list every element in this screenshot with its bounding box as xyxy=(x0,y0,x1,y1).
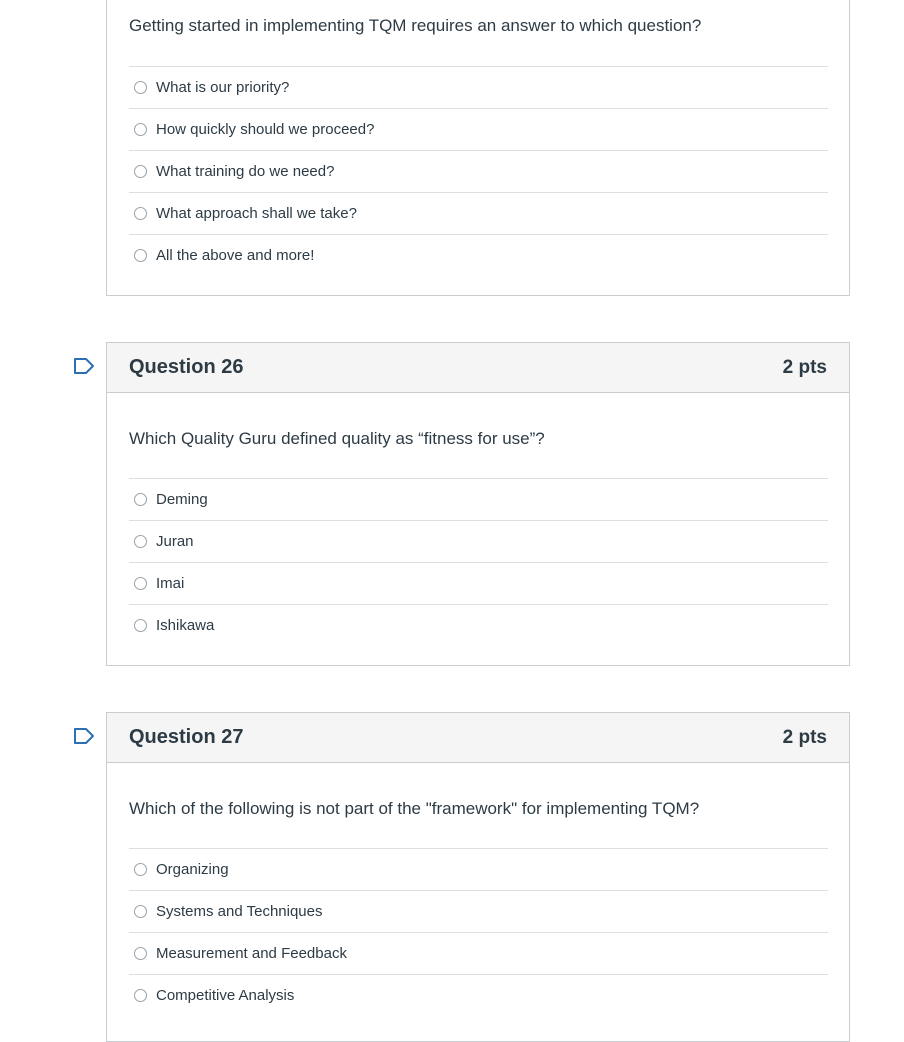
answer-label: Deming xyxy=(156,491,208,508)
answer-label: All the above and more! xyxy=(156,247,315,264)
answer-option[interactable] xyxy=(129,234,828,276)
answer-option[interactable] xyxy=(129,848,828,890)
radio-button[interactable] xyxy=(134,535,147,548)
answer-label: Juran xyxy=(156,533,194,550)
answer-option[interactable] xyxy=(129,604,828,646)
question-header xyxy=(107,713,849,763)
answer-label: Organizing xyxy=(156,861,229,878)
answer-option[interactable] xyxy=(129,932,828,974)
radio-button[interactable] xyxy=(134,493,147,506)
answer-option[interactable] xyxy=(129,66,828,108)
answer-list xyxy=(129,848,828,1016)
answer-label: What approach shall we take? xyxy=(156,205,357,222)
radio-button[interactable] xyxy=(134,207,147,220)
radio-button[interactable] xyxy=(134,905,147,918)
answer-option[interactable] xyxy=(129,974,828,1016)
answer-label: Imai xyxy=(156,575,185,592)
question-title: Question 27 xyxy=(129,726,244,748)
question-points: 2 pts xyxy=(782,726,827,748)
flag-question-icon[interactable] xyxy=(73,357,95,375)
answer-option[interactable] xyxy=(129,150,828,192)
radio-button[interactable] xyxy=(134,81,147,94)
question-card-27 xyxy=(106,712,850,1042)
radio-button[interactable] xyxy=(134,863,147,876)
radio-button[interactable] xyxy=(134,947,147,960)
answer-option[interactable] xyxy=(129,520,828,562)
answer-label: Competitive Analysis xyxy=(156,987,295,1004)
answer-label: What is our priority? xyxy=(156,79,290,96)
answer-label: How quickly should we proceed? xyxy=(156,121,375,138)
radio-button[interactable] xyxy=(134,619,147,632)
answer-option[interactable] xyxy=(129,192,828,234)
question-points: 2 pts xyxy=(782,356,827,378)
radio-button[interactable] xyxy=(134,577,147,590)
answer-list xyxy=(129,478,828,646)
answer-option[interactable] xyxy=(129,562,828,604)
question-text: Getting started in implementing TQM requires an answer to which question? xyxy=(129,16,702,35)
question-header xyxy=(107,343,849,393)
answer-option[interactable] xyxy=(129,890,828,932)
answer-option[interactable] xyxy=(129,478,828,520)
question-card-26 xyxy=(106,342,850,666)
radio-button[interactable] xyxy=(134,123,147,136)
answer-label: Systems and Techniques xyxy=(156,903,323,920)
radio-button[interactable] xyxy=(134,989,147,1002)
question-title: Question 26 xyxy=(129,356,244,378)
flag-question-icon[interactable] xyxy=(73,727,95,745)
radio-button[interactable] xyxy=(134,249,147,262)
answer-label: Ishikawa xyxy=(156,617,215,634)
answer-label: Measurement and Feedback xyxy=(156,945,347,962)
question-text: Which of the following is not part of the "framework" for implementing TQM? xyxy=(129,799,700,818)
answer-list xyxy=(129,66,828,276)
question-card-25 xyxy=(106,0,850,296)
answer-option[interactable] xyxy=(129,108,828,150)
question-text: Which Quality Guru defined quality as “fitness for use”? xyxy=(129,429,545,448)
answer-label: What training do we need? xyxy=(156,163,335,180)
radio-button[interactable] xyxy=(134,165,147,178)
